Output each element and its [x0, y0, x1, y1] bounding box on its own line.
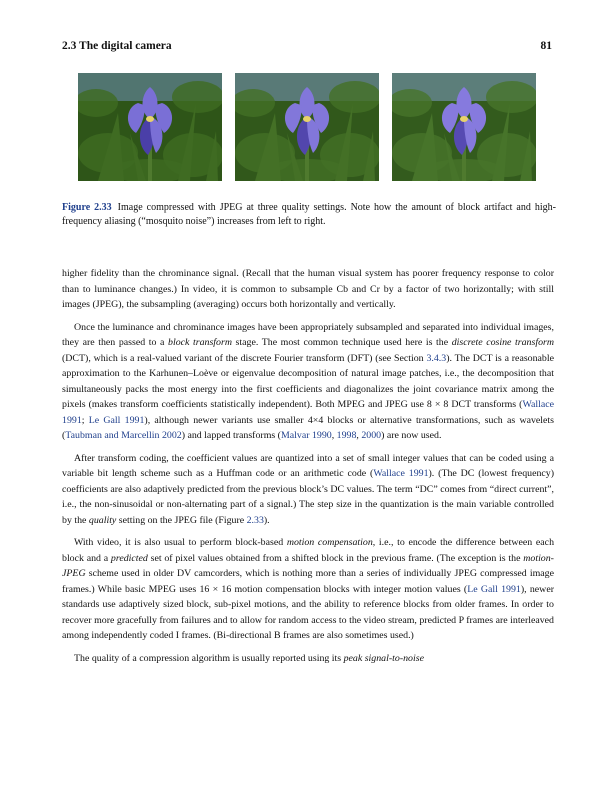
figure-label: Figure 2.33	[62, 202, 112, 213]
term-quality: quality	[88, 514, 117, 526]
jpeg-iris-low-quality	[78, 73, 222, 181]
paragraph-3: After transform coding, the coefficient values are quantized into a set of small integer values that can be coded using a variable bit length scheme such as a Huffman code or an arithmetic code (Wallace 1991). (The DC (lowest frequency) coefficients are also adaptively predicted from the previous block’s DC values. The term “DC” comes from “direct current”, i.e., the non-sinusoidal or non-alternating part of a signal.) The step size in the quantization is the main variable controlled by the quality setting on the JPEG file (Figure 2.33).	[62, 452, 554, 526]
figure-images	[78, 73, 536, 181]
citation-link[interactable]: 1998	[336, 430, 357, 441]
body-text	[62, 266, 554, 673]
foliage-blob	[329, 81, 379, 113]
citation-link[interactable]: Le Gall 1991	[88, 414, 145, 426]
citation-link[interactable]: Wallace 1991	[373, 468, 429, 479]
citation-link[interactable]: 2000	[361, 430, 382, 441]
jpeg-iris-medium-quality	[235, 73, 379, 181]
section-title: 2.3 The digital camera	[62, 40, 172, 52]
section-ref-link[interactable]: 3.4.3	[426, 352, 447, 364]
term-block-transform: block transform	[168, 337, 232, 348]
term-psnr: peak signal-to-noise	[343, 652, 424, 664]
iris-beard	[303, 116, 311, 122]
foliage-blob	[172, 81, 222, 113]
figure-caption	[62, 201, 556, 229]
citation-link[interactable]: Wallace 1991	[62, 399, 554, 426]
paragraph-4: With video, it is also usual to perform block-based motion compensation, i.e., to encode the difference between each block and a predicted set of pixel values obtained from a shifted block in the previous frame. (The exception is the motion-JPEG scheme used in older DV camcorders, which is nothing more than a series of individually JPEG compressed image frames.) While basic MPEG uses 16 × 16 motion compensation blocks with integer motion values (Le Gall 1991), newer standards use adaptively sized block, sub-pixel motions, and the ability to reference blocks from older frames. In order to recover more gracefully from failures and to allow for random access to the video stream, predicted P frames are interleaved among independently coded I frames. (Bi-directional B frames are also sometimes used.)	[62, 537, 555, 641]
term-motion-jpeg: motion-JPEG	[62, 552, 554, 579]
term-motion-compensation: motion compensation	[286, 537, 373, 548]
foliage-blob	[486, 81, 536, 113]
paragraph-5: The quality of a compression algorithm is usually reported using its peak signal-to-noise	[74, 652, 424, 664]
page-number: 81	[540, 40, 552, 52]
term-predicted: predicted	[110, 552, 148, 564]
paragraph-1: higher fidelity than the chrominance signal. (Recall that the human visual system has poorer frequency response to color than to luminance changes.) In video, it is common to subsample Cb and Cr by a factor of two horizontally; with still images (JPEG), the subsampling (averaging) occurs both horizontally and vertically.	[62, 268, 554, 310]
figure-ref-link[interactable]: 2.33	[246, 514, 264, 526]
iris-beard	[460, 116, 468, 122]
citation-link[interactable]: Malvar 1990	[280, 430, 332, 441]
citation-link[interactable]: Taubman and Marcellin 2002	[65, 430, 182, 441]
jpeg-iris-high-quality	[392, 73, 536, 181]
paragraph-2: Once the luminance and chrominance images have been appropriately subsampled and separated into individual images, they are then passed to a block transform stage. The most common technique used here is the discrete cosine transform (DCT), which is a real-valued variant of the discrete Fourier transform (DFT) (see Section 3.4.3). The DCT is a reasonable approximation to the Karhunen–Loève or eigenvalue decomposition of natural image patches, i.e., the decomposition that simultaneously packs the most energy into the first coefficients and diagonalizes the joint covariance matrix among the pixels (makes transform coefficients statistically independent). Both MPEG and JPEG use 8 × 8 DCT transforms (Wallace 1991; Le Gall 1991), although newer variants use smaller 4×4 blocks or alternative transformations, such as wavelets (Taubman and Marcellin 2002) and lapped transforms (Malvar 1990, 1998, 2000) are now used.	[62, 321, 555, 441]
citation-link[interactable]: Le Gall 1991	[467, 583, 521, 595]
iris-beard	[146, 116, 154, 122]
caption-text: Image compressed with JPEG at three quality settings. Note how the amount of block artifact and high-frequency aliasing (“mosquito noise”) increases from left to right.	[62, 202, 556, 227]
running-head	[62, 40, 552, 52]
term-dct: discrete cosine transform	[451, 337, 554, 348]
